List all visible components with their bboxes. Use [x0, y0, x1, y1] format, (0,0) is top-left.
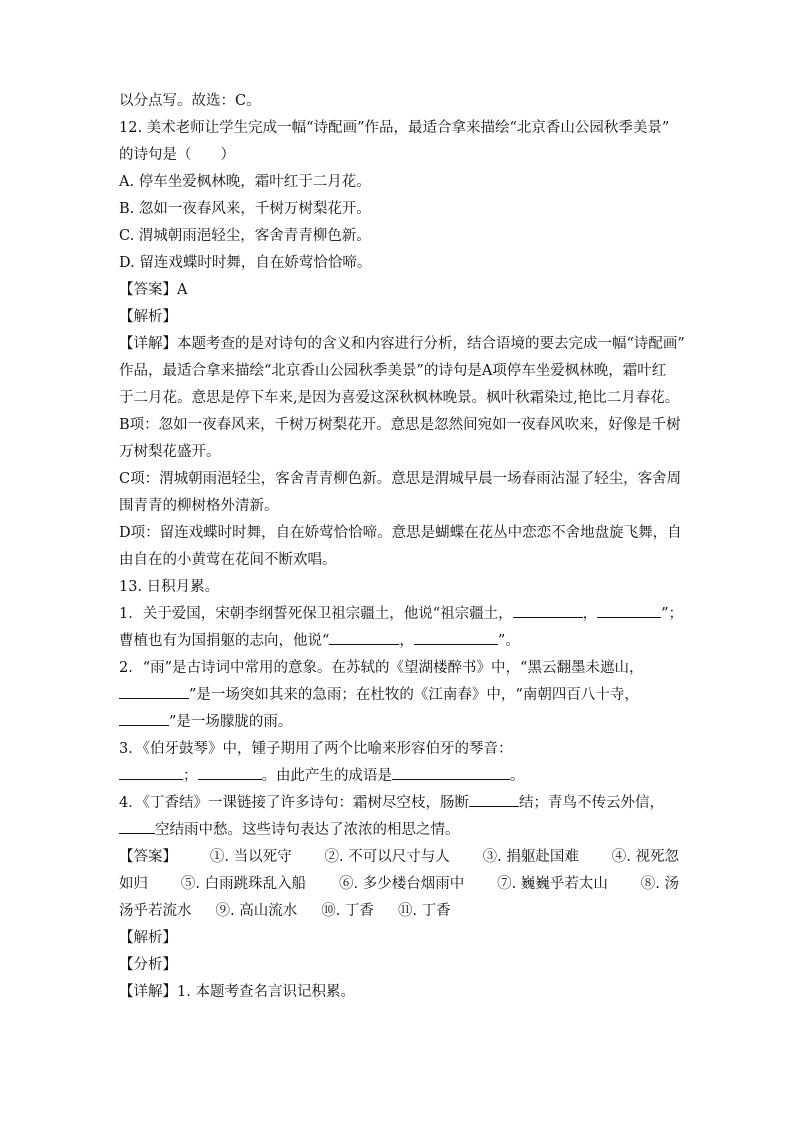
fill-blank — [414, 629, 498, 645]
fill-blank — [119, 818, 155, 834]
q13-sub4-line1 — [119, 790, 679, 817]
q13-sub1-text: 1．关于爱国，宋朝李纲誓死保卫祖宗疆土，他说“祖宗疆土， — [119, 606, 513, 622]
fill-blank — [597, 602, 661, 618]
answer-item: ①. 当以死守 — [209, 849, 292, 865]
q12-option-c: C. 渭城朝雨浥轻尘，客舍青青柳色新。 — [119, 228, 371, 244]
answer-label: 【答案】 — [119, 849, 177, 865]
fill-blank — [513, 602, 583, 618]
q13-sub2-line1: 2．“雨”是古诗词中常用的意象。在苏轼的《望湖楼醉书》中，“黑云翻墨未遮山， — [119, 660, 644, 676]
q13-sub2-line2 — [119, 682, 679, 709]
answer-item: ⑪. 丁香 — [397, 903, 451, 919]
q13-sub1-text: 曹植也有为国捐躯的志向，他说“ — [119, 633, 330, 649]
q12-detail-line: C项：渭城朝雨浥轻尘，客舍青青柳色新。意思是渭城早晨一场春雨沾湿了轻尘，客舍周 — [119, 471, 682, 487]
q13-sub2-line3 — [119, 709, 679, 736]
q12-detail-line: 由自在的小黄莺在花间不断欢唱。 — [119, 552, 337, 568]
fill-blank — [329, 629, 399, 645]
q13-sub3-sep: ； — [183, 768, 198, 784]
q13-sub3-line1: 3．《伯牙鼓琴》中，锺子期用了两个比喻来形容伯牙的琴音： — [119, 741, 513, 757]
q13-sub3-end: 。 — [510, 768, 525, 784]
document-page — [119, 88, 685, 1006]
q13-fenxi-label: 【分析】 — [119, 957, 177, 973]
prev-answer-tail: 以分点写。故选：C。 — [119, 93, 261, 109]
answer-item: 汤乎若流水 — [119, 903, 192, 919]
q13-sub4-text: 空结雨中愁。这些诗句表达了浓浓的相思之情。 — [155, 822, 460, 838]
fill-blank — [119, 764, 183, 780]
q13-sub1-line2 — [119, 628, 679, 655]
q13-sub4-line2 — [119, 817, 679, 844]
q13-sub1-line1 — [119, 601, 684, 628]
q12-detail-line: 【详解】本题考查的是对诗句的含义和内容进行分析，结合语境的要去完成一幅“诗配画” — [119, 336, 685, 352]
answer-item: ③. 捐躯赴国难 — [482, 849, 579, 865]
q13-answer-row — [119, 844, 679, 871]
q12-analysis-label: 【解析】 — [119, 309, 177, 325]
q13-sub1-end: ”； — [661, 606, 684, 622]
fill-blank — [198, 764, 262, 780]
q13-sub3-line2 — [119, 763, 679, 790]
answer-item: ⑤. 白雨跳珠乱入船 — [180, 876, 307, 892]
q13-answer-row — [119, 898, 679, 925]
q13-sub2-text: ”是一场突如其来的急雨；在杜牧的《江南春》中，“南朝四百八十寺， — [189, 687, 639, 703]
answer-item: ⑥. 多少楼台烟雨中 — [339, 876, 465, 892]
q13-sub1-sep: ， — [582, 606, 598, 622]
q13-sub4-text: 4．《丁香结》一课链接了许多诗句：霜树尽空枝，肠断 — [119, 795, 469, 811]
answer-item: ⑧. 汤 — [640, 876, 679, 892]
answer-item: ④. 视死忽 — [611, 849, 679, 865]
q13-title: 13. 日积月累。 — [119, 579, 220, 595]
q13-analysis-label: 【解析】 — [119, 930, 177, 946]
answer-item: 如归 — [119, 876, 148, 892]
q12-detail-line: D项：留连戏蝶时时舞，自在娇莺恰恰啼。意思是蝴蝶在花丛中恋恋不舍地盘旋飞舞，自 — [119, 525, 682, 541]
fill-blank — [119, 683, 189, 699]
q13-sub4-text: 结；青鸟不传云外信， — [518, 795, 664, 811]
q13-sub1-end: ”。 — [497, 633, 520, 649]
q13-sub1-sep: ， — [399, 633, 414, 649]
answer-item: ⑩. 丁香 — [321, 903, 374, 919]
fill-blank — [469, 791, 519, 807]
q12-detail-line: 作品，最适合拿来描绘“北京香山公园秋季美景”的诗句是A项停车坐爱枫林晚，霜叶红 — [119, 363, 667, 379]
q12-answer: 【答案】A — [119, 282, 188, 298]
q12-detail-line: 万树梨花盛开。 — [119, 444, 221, 460]
q12-detail-line: 围青青的柳树格外清新。 — [119, 498, 279, 514]
q12-stem-line2: 的诗句是（ ） — [119, 147, 235, 163]
answer-item: ⑦. 巍巍乎若太山 — [497, 876, 608, 892]
answer-item: ②. 不可以尺寸与人 — [324, 849, 450, 865]
fill-blank — [392, 764, 510, 780]
q12-option-a: A. 停车坐爱枫林晚，霜叶红于二月花。 — [119, 174, 371, 190]
q12-detail-line: 于二月花。意思是停下车来,是因为喜爱这深秋枫林晚景。枫叶秋霜染过,艳比二月春花。 — [119, 390, 680, 406]
fill-blank — [119, 710, 169, 726]
q13-sub3-text: 。由此产生的成语是 — [261, 768, 392, 784]
q12-stem-line1: 12. 美术老师让学生完成一幅“诗配画”作品，最适合拿来描绘“北京香山公园秋季美景” — [119, 120, 670, 136]
q13-detail: 【详解】1. 本题考查名言识记积累。 — [119, 984, 355, 1000]
q13-sub2-text: ”是一场朦胧的雨。 — [169, 714, 293, 730]
q12-option-d: D. 留连戏蝶时时舞，自在娇莺恰恰啼。 — [119, 255, 372, 271]
q12-option-b: B. 忽如一夜春风来，千树万树梨花开。 — [119, 201, 371, 217]
answer-item: ⑨. 高山流水 — [215, 903, 298, 919]
q13-answer-row — [119, 871, 679, 898]
q12-detail-line: B项：忽如一夜春风来，千树万树梨花开。意思是忽然间宛如一夜春风吹来，好像是千树 — [119, 417, 681, 433]
